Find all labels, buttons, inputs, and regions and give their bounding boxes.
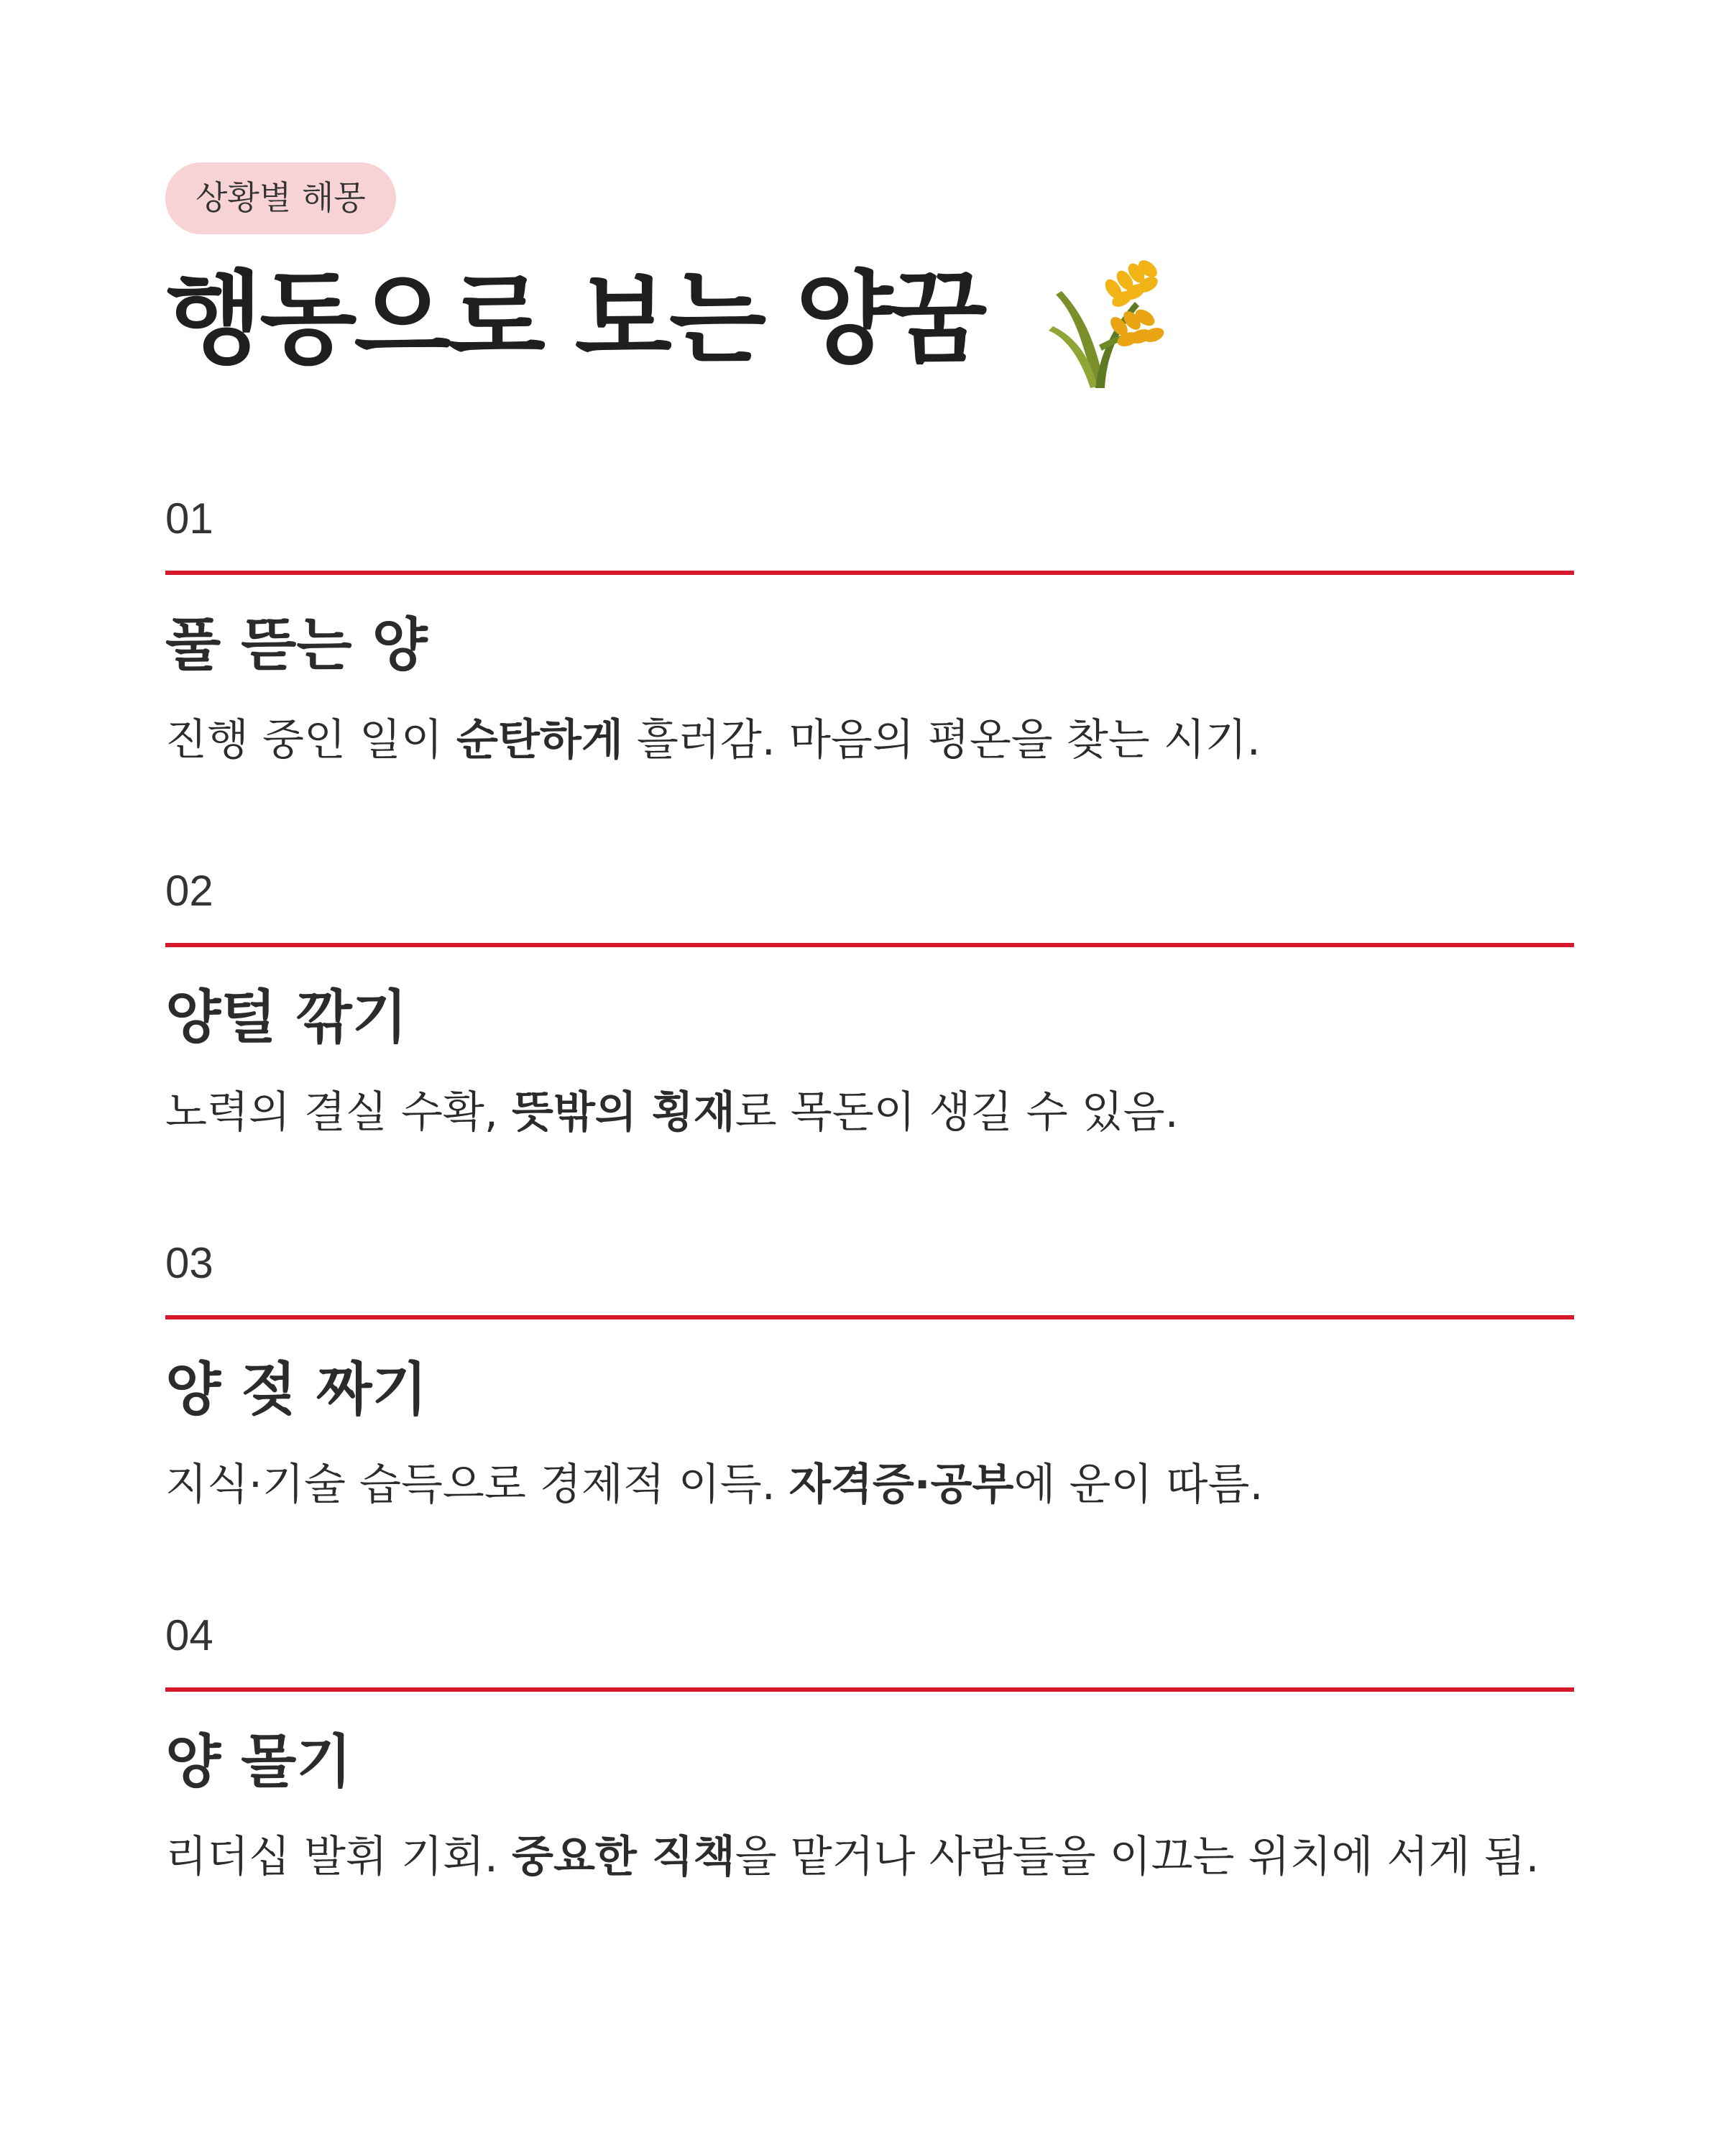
- section-number: 02: [165, 867, 213, 915]
- category-badge: 상황별 해몽: [165, 162, 396, 234]
- title-row: [165, 259, 1574, 381]
- desc-text: 로 목돈이 생길 수 있음.: [735, 1087, 1179, 1138]
- section-divider: [165, 1687, 1574, 1692]
- section-description: [165, 1825, 1574, 1889]
- section-description: [165, 709, 1574, 772]
- section-title: 양털 깎기: [165, 984, 408, 1051]
- section-1: [165, 494, 1574, 772]
- section-divider: [165, 1315, 1574, 1319]
- desc-text: 노력의 결실 수확,: [165, 1087, 512, 1138]
- desc-highlight: 뜻밖의 횡재: [512, 1087, 735, 1138]
- section-number: 01: [165, 494, 213, 543]
- section-number: 04: [165, 1611, 213, 1659]
- desc-text: 리더십 발휘 기회.: [165, 1832, 512, 1882]
- desc-highlight: 자격증·공부: [788, 1460, 1014, 1510]
- rice-sheaf-icon: [1027, 252, 1171, 395]
- section-description: [165, 1453, 1574, 1516]
- page-title: 행동으로 보는 양꿈: [165, 261, 985, 378]
- section-3: [165, 1239, 1574, 1516]
- section-title: 양 몰기: [165, 1728, 352, 1795]
- desc-highlight: 순탄하게: [456, 715, 623, 765]
- desc-text: 지식·기술 습득으로 경제적 이득.: [165, 1460, 789, 1510]
- section-title: 풀 뜯는 양: [165, 612, 428, 678]
- section-description: [165, 1081, 1574, 1144]
- section-divider: [165, 943, 1574, 947]
- section-2: [165, 867, 1574, 1144]
- section-4: [165, 1611, 1574, 1889]
- section-divider: [165, 571, 1574, 575]
- desc-highlight: 중요한 직책: [512, 1832, 735, 1882]
- desc-text: 을 맡거나 사람들을 이끄는 위치에 서게 됨.: [735, 1832, 1540, 1882]
- desc-text: 진행 중인 일이: [165, 715, 456, 765]
- desc-text: 에 운이 따름.: [1013, 1460, 1264, 1510]
- section-number: 03: [165, 1239, 213, 1287]
- desc-text: 흘러감. 마음의 평온을 찾는 시기.: [622, 715, 1261, 765]
- section-title: 양 젖 짜기: [165, 1356, 428, 1423]
- page-content: [165, 162, 1574, 381]
